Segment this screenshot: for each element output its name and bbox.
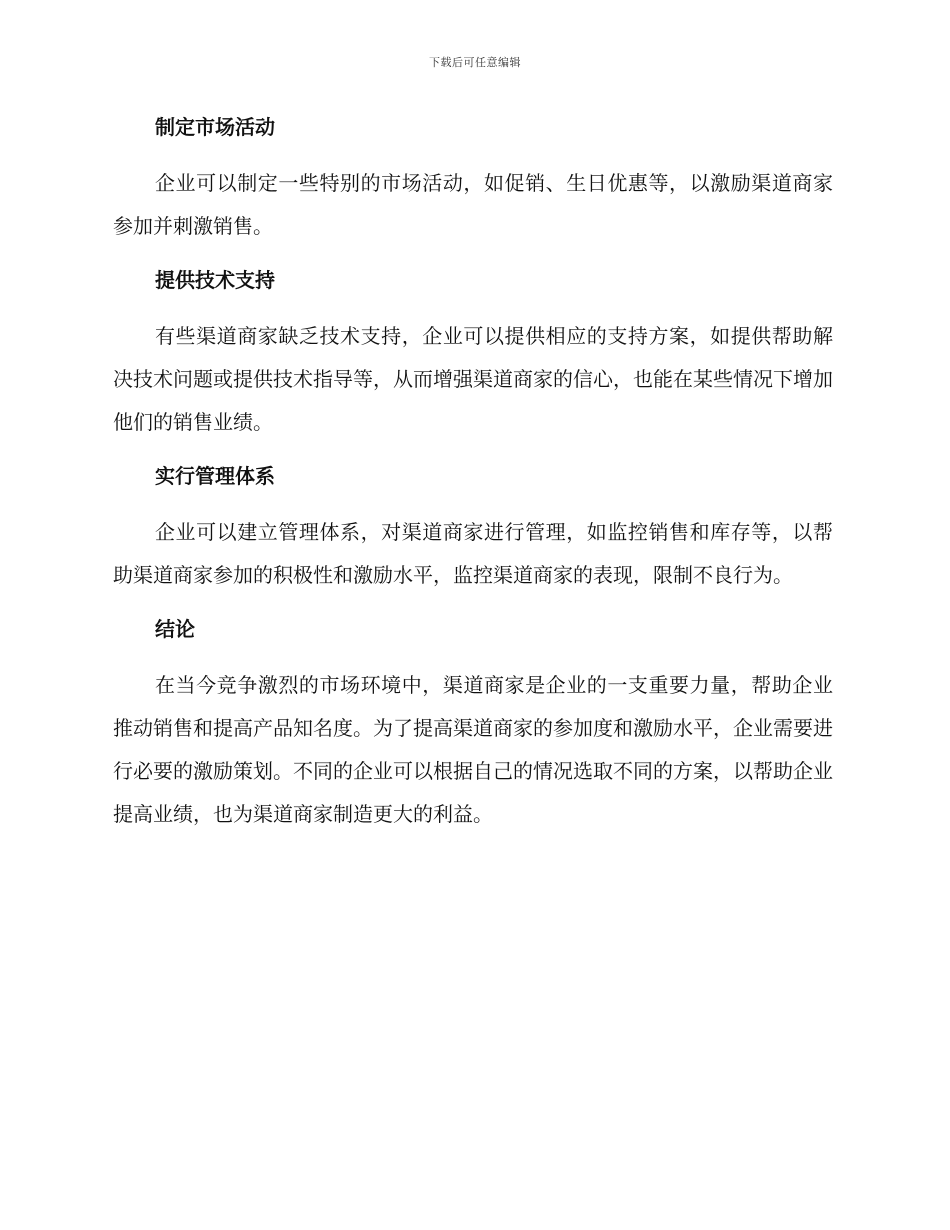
section-title: 结论 bbox=[155, 617, 195, 641]
section-title: 制定市场活动 bbox=[155, 115, 275, 139]
section-title: 提供技术支持 bbox=[155, 268, 275, 292]
section-conclusion bbox=[113, 612, 833, 836]
section-market-activities bbox=[113, 110, 833, 248]
section-technical-support bbox=[113, 263, 833, 444]
document-body bbox=[113, 110, 833, 851]
section-management-system bbox=[113, 459, 833, 597]
section-paragraph: 在当今竞争激烈的市场环境中，渠道商家是企业的一支重要力量，帮助企业推动销售和提高产品知名度。为了提高渠道商家的参加度和激励水平，企业需要进行必要的激励策划。不同的企业可以根据自己的情况选取不同的方案，以帮助企业提高业绩，也为渠道商家制造更大的利益。 bbox=[113, 673, 833, 826]
page-header: 下载后可任意编辑 bbox=[429, 56, 521, 69]
section-paragraph: 企业可以制定一些特别的市场活动，如促销、生日优惠等，以激励渠道商家参加并刺激销售。 bbox=[113, 171, 833, 238]
section-title: 实行管理体系 bbox=[155, 464, 275, 488]
section-paragraph: 企业可以建立管理体系，对渠道商家进行管理，如监控销售和库存等，以帮助渠道商家参加的积极性和激励水平，监控渠道商家的表现，限制不良行为。 bbox=[113, 520, 833, 587]
section-paragraph: 有些渠道商家缺乏技术支持，企业可以提供相应的支持方案，如提供帮助解决技术问题或提供技术指导等，从而增强渠道商家的信心，也能在某些情况下增加他们的销售业绩。 bbox=[113, 324, 833, 434]
